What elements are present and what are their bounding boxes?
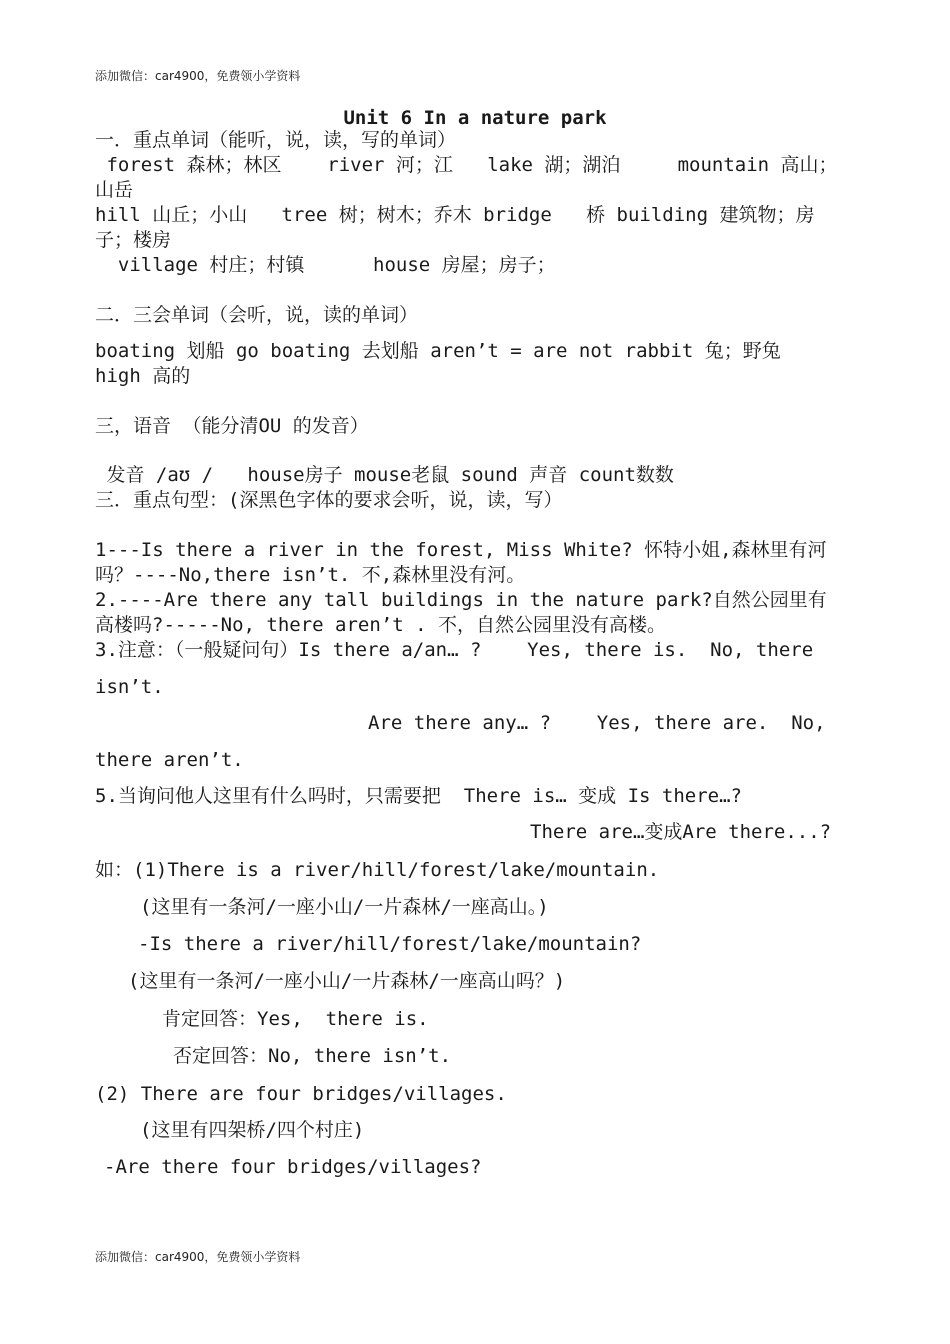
section-4-heading: 三．重点句型：(深黑色字体的要求会听，说，读，写）: [95, 489, 563, 511]
vocab-line: forest 森林；林区 river 河；江 lake 湖；湖泊 mountain 高山；: [95, 154, 838, 176]
sentence-line: there aren’t.: [95, 749, 244, 771]
example-line: 如：(1)There is a river/hill/forest/lake/mountain.: [95, 859, 660, 881]
example-line: 否定回答：No, there isn’t.: [173, 1045, 452, 1067]
example-line: (这里有一条河/一座小山/一片森林/一座高山。): [140, 896, 549, 918]
example-line: (这里有四架桥/四个村庄): [140, 1119, 365, 1141]
page-title: Unit 6 In a nature park: [343, 107, 607, 129]
example-line: -Is there a river/hill/forest/lake/mountain?: [138, 933, 642, 955]
sentence-line: 5.当询问他人这里有什么吗时，只需要把 There is… 变成 Is there…?: [95, 785, 742, 807]
vocab-line: hill 山丘；小山 tree 树；树木；乔木 bridge 桥 building 建筑物；房: [95, 204, 815, 226]
example-line: -Are there four bridges/villages?: [104, 1156, 482, 1178]
sentence-line: isn’t.: [95, 676, 164, 698]
sentence-line: There are…变成Are there...?: [530, 821, 832, 843]
sentence-line: 3.注意：（一般疑问句）Is there a/an… ? Yes, there is. No, there: [95, 639, 814, 661]
vocab-line: 山岳: [95, 179, 134, 201]
sentence-line: 吗？----No,there isn’t. 不,森林里没有河。: [95, 564, 526, 586]
section-3-heading: 三，语音 （能分清OU 的发音）: [95, 415, 369, 437]
section-1-heading: 一．重点单词（能听，说，读，写的单词）: [95, 129, 457, 151]
vocab-line: 子；楼房: [95, 229, 172, 251]
vocab-line: boating 划船 go boating 去划船 aren’t = are not rabbit 兔；野兔: [95, 340, 781, 362]
vocab-line: high 高的: [95, 365, 191, 387]
sentence-line: 2.----Are there any tall buildings in the nature park?自然公园里有: [95, 589, 827, 611]
sentence-line: Are there any… ? Yes, there are. No,: [368, 712, 826, 734]
example-line: 肯定回答：Yes, there is.: [162, 1008, 429, 1030]
example-line: (这里有一条河/一座小山/一片森林/一座高山吗？): [128, 970, 566, 992]
section-2-heading: 二．三会单词（会听，说，读的单词）: [95, 304, 419, 326]
phonics-line: 发音 /aʊ / house房子 mouse老鼠 sound 声音 count数数: [95, 464, 674, 486]
sentence-line: 1---Is there a river in the forest, Miss White? 怀特小姐,森林里有河: [95, 539, 827, 561]
vocab-line: village 村庄；村镇 house 房屋；房子；: [95, 254, 556, 276]
example-line: (2) There are four bridges/villages.: [95, 1083, 507, 1105]
header-note: 添加微信：car4900，免费领小学资料: [95, 69, 301, 83]
footer-note: 添加微信：car4900，免费领小学资料: [95, 1250, 301, 1264]
sentence-line: 高楼吗?-----No, there aren’t . 不，自然公园里没有高楼。: [95, 614, 666, 636]
